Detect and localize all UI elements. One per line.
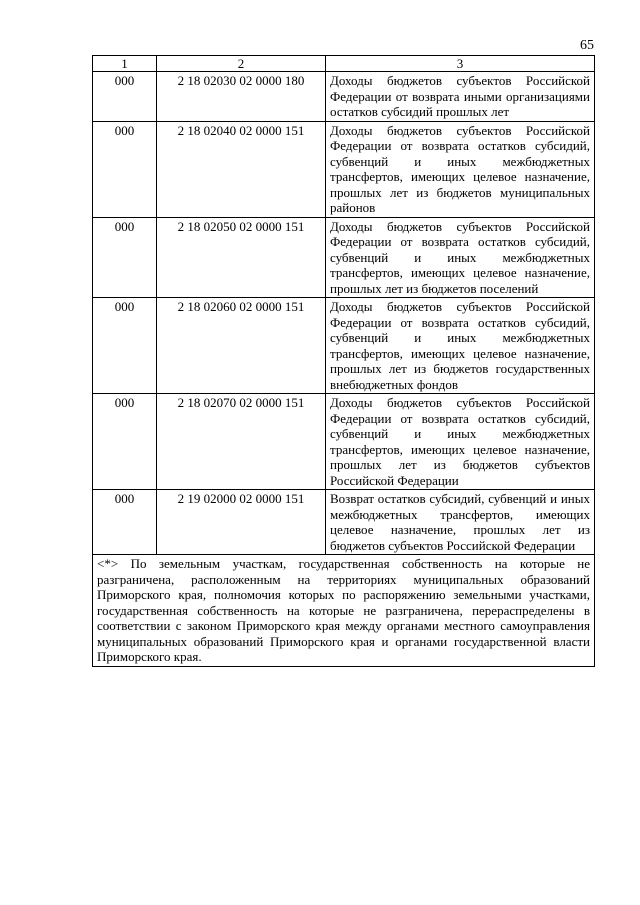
- admin-code-cell: 000: [93, 72, 157, 122]
- table-row: [93, 72, 595, 122]
- budget-code-cell: 2 18 02070 02 0000 151: [157, 394, 326, 490]
- revenue-code-table: [92, 55, 595, 667]
- table-row: [93, 298, 595, 394]
- footnote-row: [93, 555, 595, 667]
- header-col-3: 3: [326, 56, 595, 72]
- admin-code-cell: 000: [93, 217, 157, 298]
- budget-code-cell: 2 18 02050 02 0000 151: [157, 217, 326, 298]
- admin-code-cell: 000: [93, 490, 157, 555]
- footnote-text: <*> По земельным участкам, государственная собственность на которые не разграничена, расположенным на территориях муниципальных образований Приморского края, полномочия которых по распоряжению земельными участками, государственная собственность на которые не разграничена, перераспределены в соответствии с законом Приморского края между органами местного самоуправления муниципальных образований Приморского края и органами государственной власти Приморского края.: [93, 555, 595, 667]
- budget-code-cell: 2 19 02000 02 0000 151: [157, 490, 326, 555]
- table-header-row: [93, 56, 595, 72]
- budget-code-cell: 2 18 02060 02 0000 151: [157, 298, 326, 394]
- revenue-name-cell: Доходы бюджетов субъектов Российской Федерации от возврата остатков субсидий, субвенций и иных межбюджетных трансфертов, имеющих целевое назначение, прошлых лет из бюджетов муниципальных районов: [326, 121, 595, 217]
- admin-code-cell: 000: [93, 298, 157, 394]
- budget-code-cell: 2 18 02030 02 0000 180: [157, 72, 326, 122]
- table-row: [93, 217, 595, 298]
- header-col-1: 1: [93, 56, 157, 72]
- revenue-name-cell: Доходы бюджетов субъектов Российской Федерации от возврата иными организациями остатков субсидий прошлых лет: [326, 72, 595, 122]
- budget-code-cell: 2 18 02040 02 0000 151: [157, 121, 326, 217]
- revenue-name-cell: Возврат остатков субсидий, субвенций и иных межбюджетных трансфертов, имеющих целевое назначение, прошлых лет из бюджетов субъектов Российской Федерации: [326, 490, 595, 555]
- admin-code-cell: 000: [93, 394, 157, 490]
- revenue-name-cell: Доходы бюджетов субъектов Российской Федерации от возврата остатков субсидий, субвенций и иных межбюджетных трансфертов, имеющих целевое назначение, прошлых лет из бюджетов поселений: [326, 217, 595, 298]
- table-row: [93, 394, 595, 490]
- table-row: [93, 121, 595, 217]
- table-row: [93, 490, 595, 555]
- header-col-2: 2: [157, 56, 326, 72]
- admin-code-cell: 000: [93, 121, 157, 217]
- page-number: 65: [580, 38, 594, 53]
- revenue-name-cell: Доходы бюджетов субъектов Российской Федерации от возврата остатков субсидий, субвенций и иных межбюджетных трансфертов, имеющих целевое назначение, прошлых лет из бюджетов субъектов Российской Федерации: [326, 394, 595, 490]
- revenue-name-cell: Доходы бюджетов субъектов Российской Федерации от возврата остатков субсидий, субвенций и иных межбюджетных трансфертов, имеющих целевое назначение, прошлых лет из бюджетов государственных внебюджетных фондов: [326, 298, 595, 394]
